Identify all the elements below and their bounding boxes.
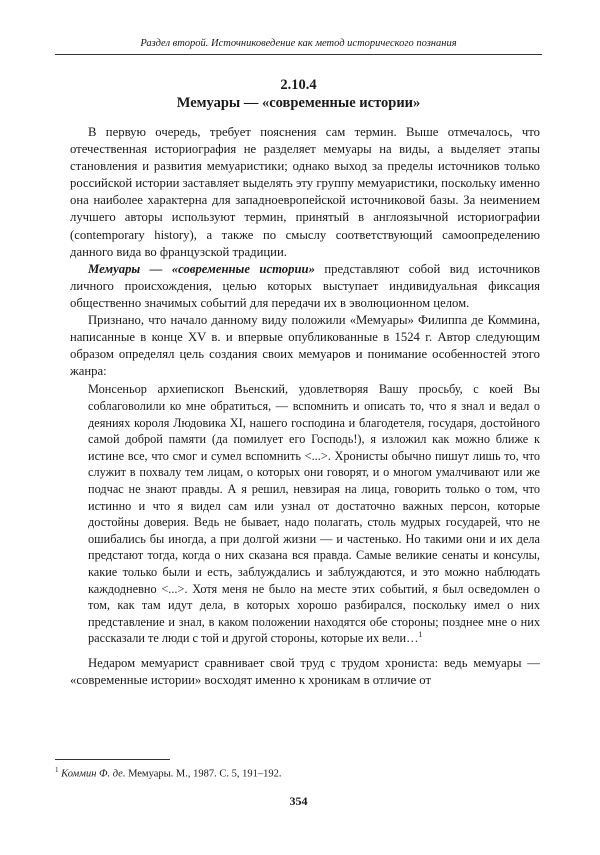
footnote-divider: [55, 759, 170, 760]
paragraph-definition: [70, 261, 540, 312]
footnote-marker: 1: [55, 766, 59, 774]
paragraph-intro: В первую очередь, требует пояснения сам термин. Выше отмечалось, что отечественная историография не разделяет мемуары на виды, а выделяет этапы становления и развития мемуаристики; однако выход за пределы источников только российской истории заставляет выделять эту группу мемуаристики, поскольку именно она наиболее характерна для западноевропейской источниковой базы. За неимением лучшего авторы используют термин, принятый в англоязычной историографии (contemporary history), а также по смыслу соответствующий самоопределению данного вида во французской традиции.: [70, 125, 540, 259]
footnote: [55, 764, 542, 781]
page-number: 354: [289, 794, 308, 808]
paragraph-conclusion: Недаром мемуарист сравнивает свой труд с трудом хрониста: ведь мемуары — «современные истории» восходят именно к хроникам в отличие от: [70, 655, 540, 687]
footnote-author: Коммин Ф. де.: [61, 768, 126, 780]
defined-term: Мемуары — «современные истории»: [88, 261, 315, 276]
quote-text: Монсеньор архиепископ Вьенский, удовлетворяя Вашу просьбу, с коей Вы соблаговолили ко мне обратиться, — вспомнить и описать то, что я знал и ведал о деяниях короля Людовика XI, нашего господина и благодетеля, государя, достойного самой доброй памяти (да помилует его Господь!), я изложил как можно ближе к истине все, что смог и сумел вспомнить <...>. Хронисты обычно пишут лишь то, что служит в похвалу тем лицам, о которых они говорят, и о многом умалчивают или же подчас не знают правды. А я решил, невзирая на лица, говорить только о том, что истинно и что я видел сам или узнал от достаточно важных персон, которые достойны доверия. Ведь не бывает, надо полагать, столь мудрых государей, что не ошибались бы иногда, а при долгой жизни — и частенько. Но такими они и их дела предстают тогда, когда о них сказана вся правда. Самые великие сенаты и консулы, какие только были и есть, заблуждались и заблуждаются, и это можно наблюдать каждодневно <...>. Хотя меня не было на месте этих событий, я был осведомлен о том, как там идут дела, в которых хорошо разбирался, поскольку имел о них представление и знал, в каком положении находятся обе стороны; позднее мне о них рассказали те люди с той и другой стороны, которые их вели…: [88, 382, 540, 646]
footnote-reference[interactable]: 1: [418, 630, 423, 640]
definition-text: представляют собой вид источников личного происхождения, целью которых выступает индивидуальная фиксация общественно значимых событий для передачи их в эволюционном целом.: [70, 261, 540, 310]
footnote-citation: Мемуары. М., 1987. С. 5, 191–192.: [125, 768, 282, 780]
paragraph-commynes: Признано, что начало данному виду положили «Мемуары» Филиппа де Коммина, написанные в конце XV в. и впервые опубликованные в 1524 г. Автор следующим образом определял цель создания своих мемуаров и понимание особенностей этого жанра:: [70, 313, 540, 379]
section-number: 2.10.4: [280, 77, 317, 93]
body-text: [70, 124, 540, 689]
section-title: Мемуары — «современные истории»: [176, 95, 421, 111]
block-quote: [70, 381, 540, 647]
running-head: Раздел второй. Источниковедение как метод исторического познания: [55, 38, 542, 55]
